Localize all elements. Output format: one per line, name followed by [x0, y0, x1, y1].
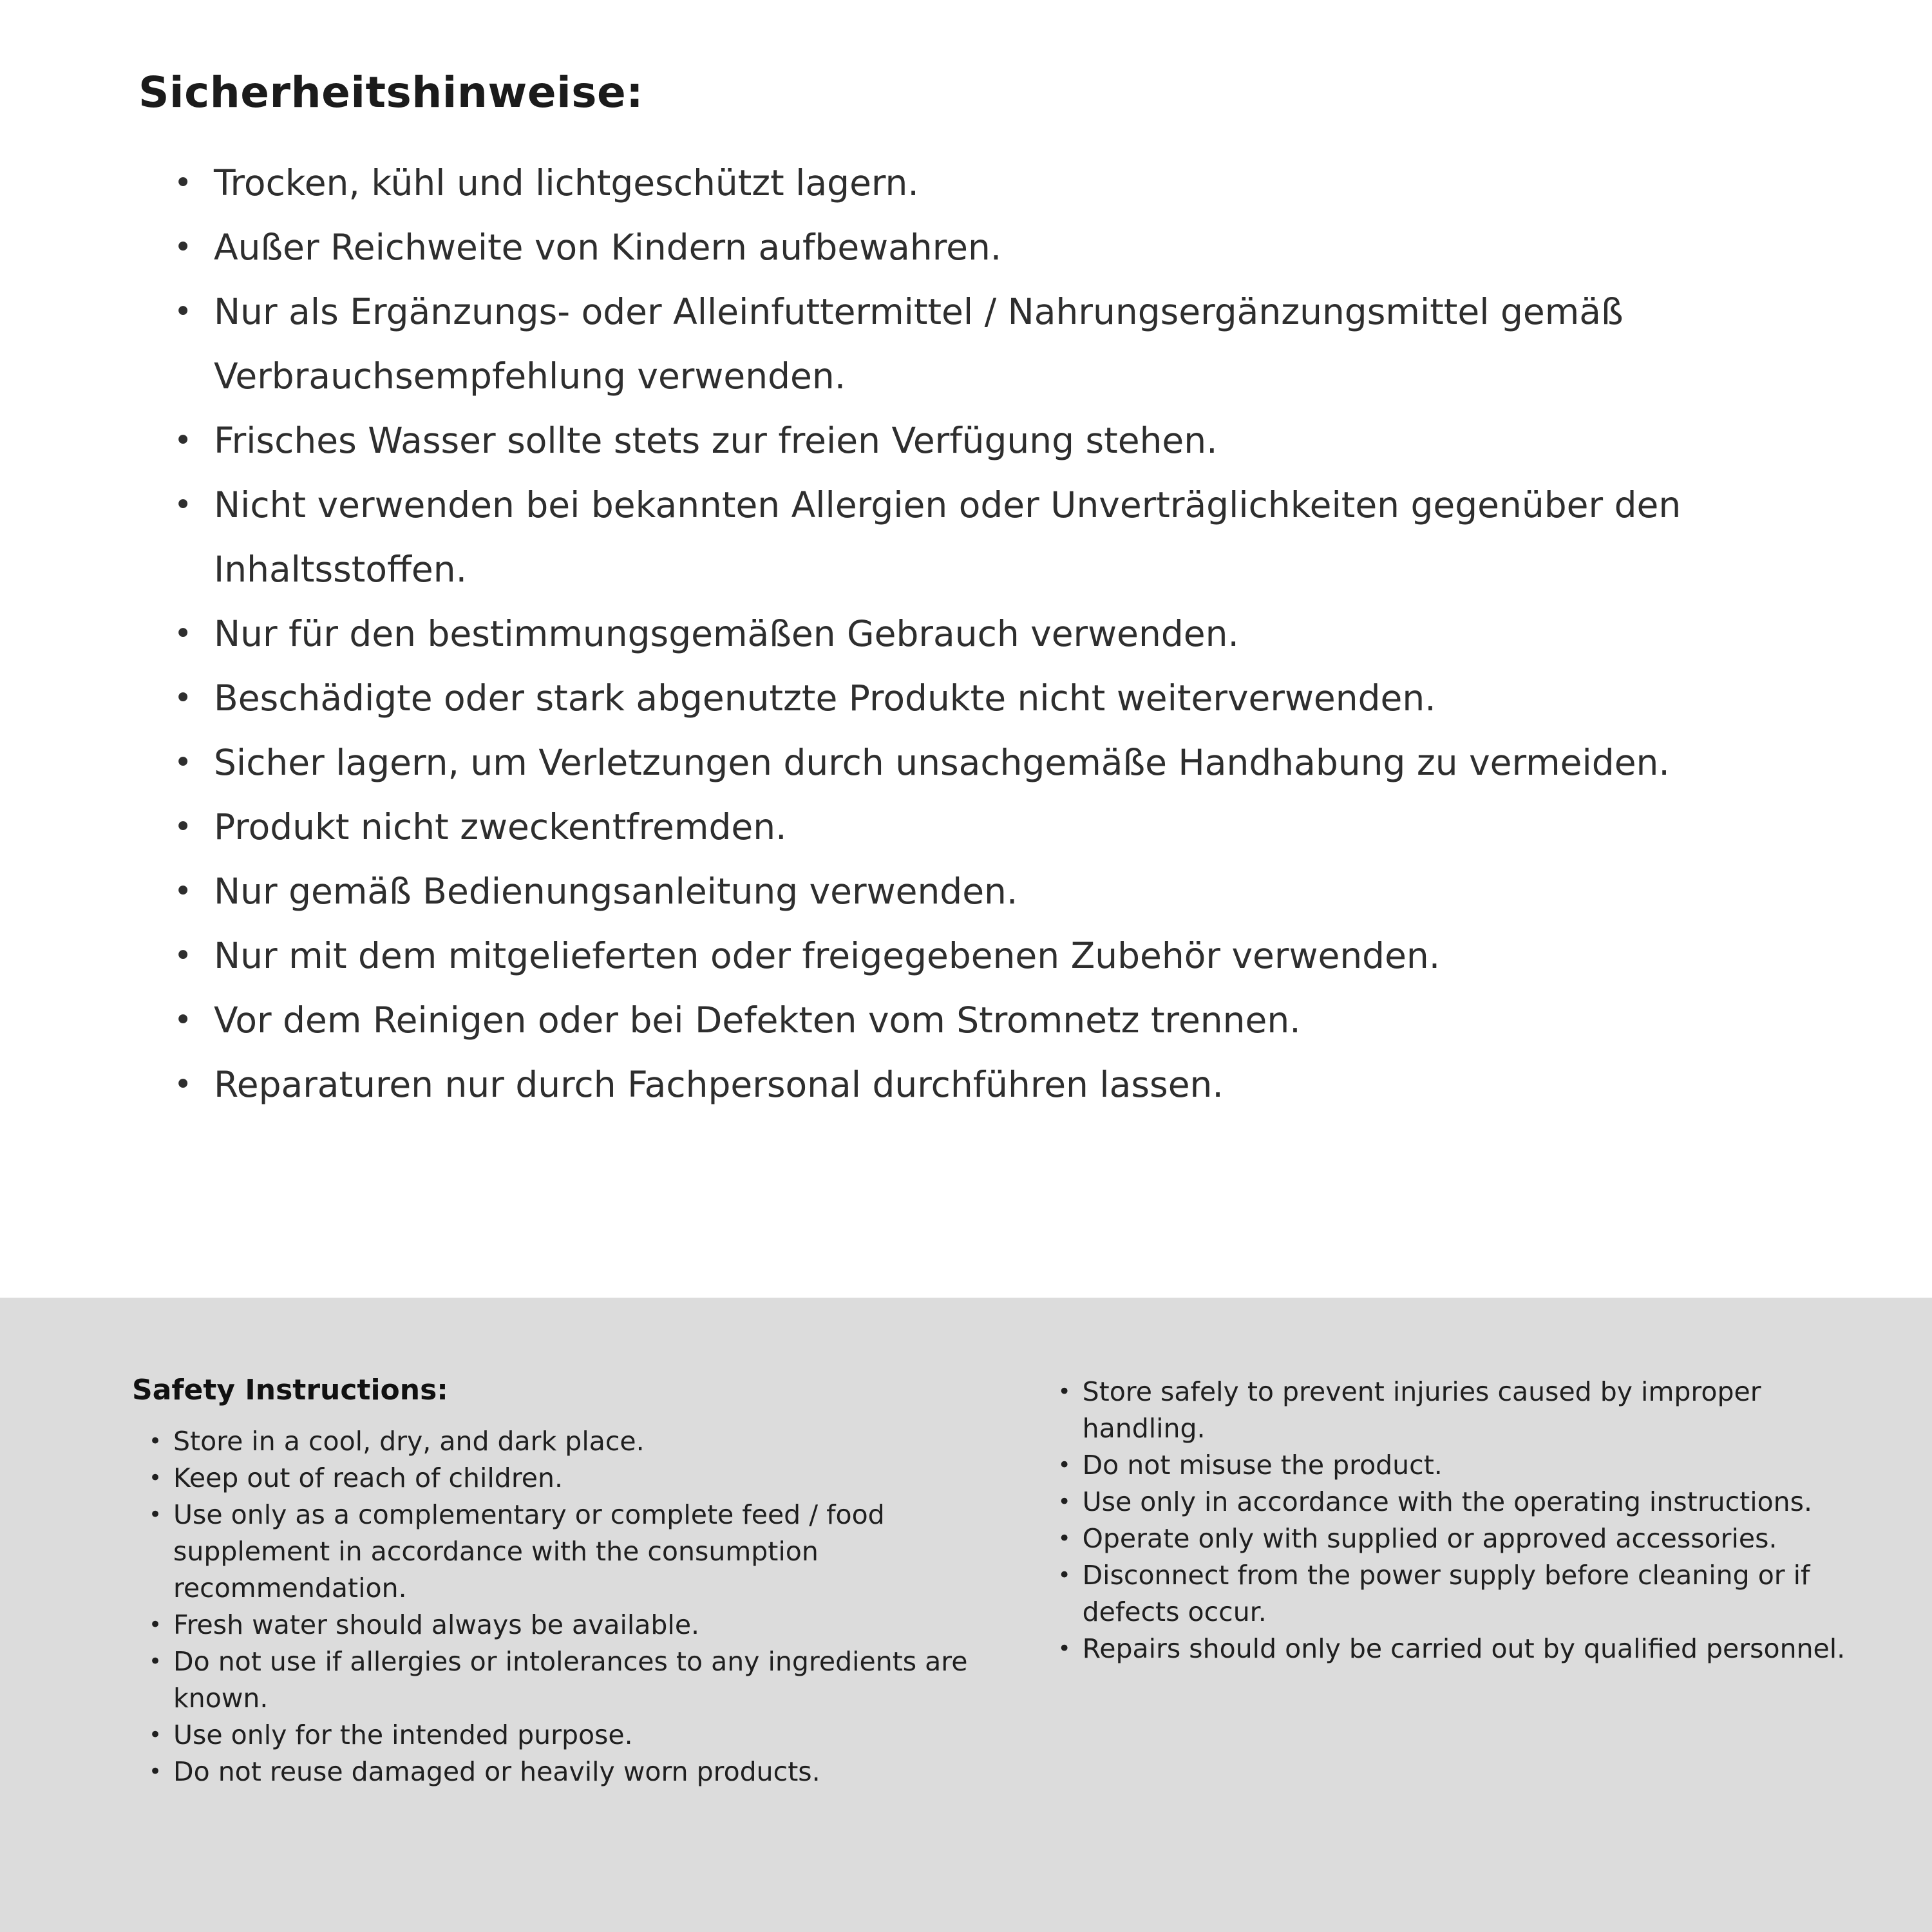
- english-left-column: [132, 1374, 971, 1932]
- german-safety-item: • Nur mit dem mitgelieferten oder freigegebenen Zubehör verwenden.: [174, 923, 1761, 988]
- german-safety-item: • Reparaturen nur durch Fachpersonal durchführen lassen.: [174, 1052, 1761, 1117]
- english-safety-item: • Repairs should only be carried out by qualified personnel.: [1054, 1631, 1861, 1667]
- english-safety-section: [0, 1298, 1932, 1932]
- english-safety-item: • Store safely to prevent injuries caused by improper handling.: [1054, 1374, 1861, 1447]
- german-heading: Sicherheitshinweise:: [138, 68, 644, 117]
- english-safety-item: • Store in a cool, dry, and dark place.: [145, 1423, 971, 1460]
- english-right-column: [1054, 1374, 1861, 1932]
- english-safety-item: • Fresh water should always be available.: [145, 1607, 971, 1643]
- english-safety-item: • Do not reuse damaged or heavily worn products.: [145, 1754, 971, 1790]
- english-safety-item: • Disconnect from the power supply before cleaning or if defects occur.: [1054, 1557, 1861, 1631]
- english-safety-item: • Use only as a complementary or complete feed / food supplement in accordance with the consumption recommendation.: [145, 1497, 971, 1607]
- english-safety-item: • Use only in accordance with the operating instructions.: [1054, 1484, 1861, 1520]
- german-safety-item: • Nur gemäß Bedienungsanleitung verwenden.: [174, 859, 1761, 923]
- english-safety-item: • Operate only with supplied or approved accessories.: [1054, 1520, 1861, 1557]
- english-safety-item: • Keep out of reach of children.: [145, 1460, 971, 1497]
- english-safety-item: • Do not use if allergies or intolerances to any ingredients are known.: [145, 1643, 971, 1717]
- english-safety-item: • Do not misuse the product.: [1054, 1447, 1861, 1484]
- english-safety-list-left: [132, 1423, 971, 1790]
- german-safety-item: • Nur für den bestimmungsgemäßen Gebrauch verwenden.: [174, 601, 1761, 666]
- german-safety-item: • Sicher lagern, um Verletzungen durch unsachgemäße Handhabung zu vermeiden.: [174, 730, 1761, 795]
- german-safety-item: • Nur als Ergänzungs- oder Alleinfuttermittel / Nahrungsergänzungsmittel gemäß Verbrauchsempfehlung verwenden.: [174, 279, 1761, 408]
- english-safety-list-right: [1054, 1374, 1861, 1667]
- german-safety-item: • Außer Reichweite von Kindern aufbewahren.: [174, 215, 1761, 279]
- english-safety-item: • Use only for the intended purpose.: [145, 1717, 971, 1754]
- german-safety-list: [138, 151, 1761, 1117]
- english-heading: Safety Instructions:: [132, 1374, 448, 1406]
- german-safety-item: • Vor dem Reinigen oder bei Defekten vom Stromnetz trennen.: [174, 988, 1761, 1052]
- german-safety-item: • Frisches Wasser sollte stets zur freien Verfügung stehen.: [174, 408, 1761, 473]
- german-safety-item: • Produkt nicht zweckentfremden.: [174, 795, 1761, 859]
- german-safety-item: • Beschädigte oder stark abgenutzte Produkte nicht weiterverwenden.: [174, 666, 1761, 730]
- german-safety-item: • Trocken, kühl und lichtgeschützt lagern.: [174, 151, 1761, 215]
- german-safety-item: • Nicht verwenden bei bekannten Allergien oder Unverträglichkeiten gegenüber den Inhaltsstoffen.: [174, 473, 1761, 601]
